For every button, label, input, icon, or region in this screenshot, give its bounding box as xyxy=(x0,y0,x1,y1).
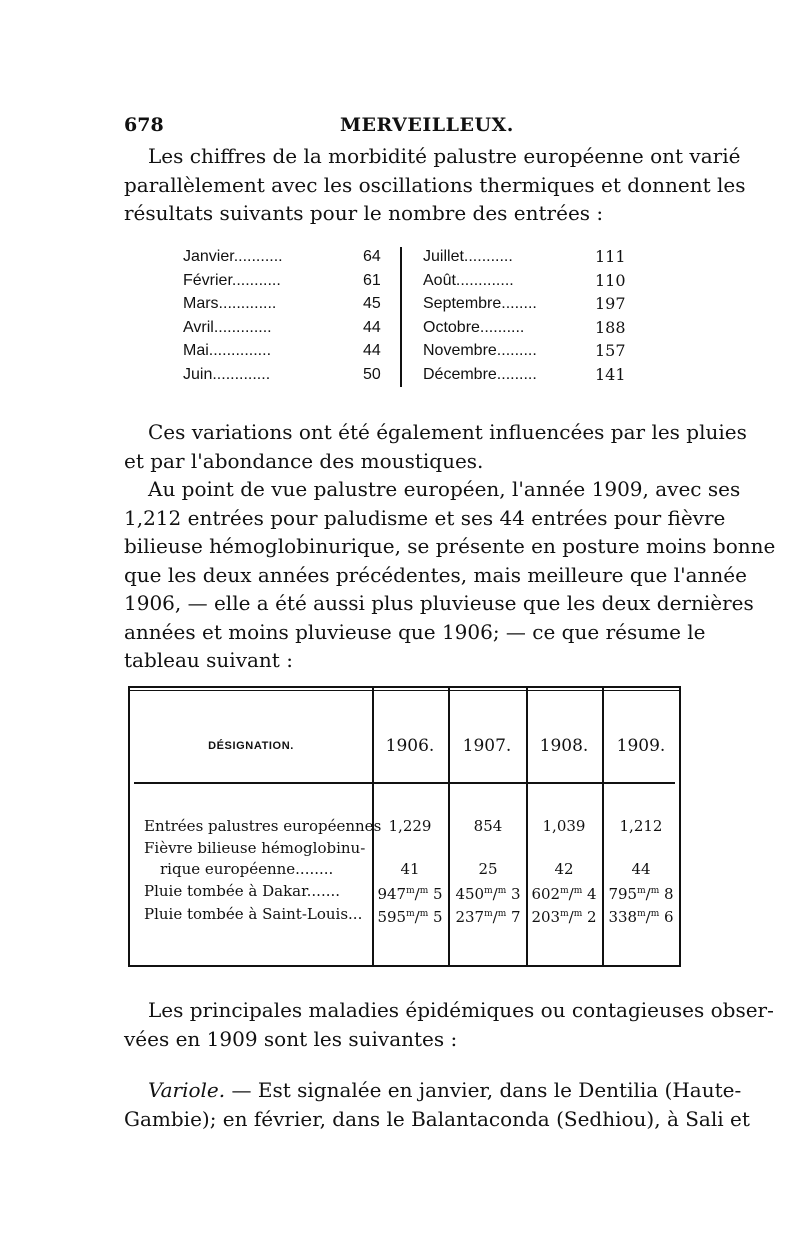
rain-decimal: 5 xyxy=(433,885,443,903)
section-lead: Variole. xyxy=(148,1078,226,1102)
table-cell: 41 xyxy=(400,860,420,878)
paragraph-year-1909 xyxy=(124,475,776,675)
year-header: 1906. xyxy=(385,736,435,756)
table-cell: 338$^m$/$^m$ 6 xyxy=(608,908,674,926)
text-line: tableau suivant : xyxy=(124,648,293,672)
unit-sub: m xyxy=(419,909,429,919)
month-value: 157 xyxy=(595,341,626,360)
table-cell: 854 xyxy=(473,817,503,835)
months-second-half xyxy=(423,245,643,386)
month-name: Janvier........... xyxy=(183,248,283,265)
text-line: Ces variations ont été également influencées par les pluies xyxy=(148,420,747,444)
rain-value: 595 xyxy=(377,908,407,926)
month-value: 50 xyxy=(363,365,381,383)
month-row xyxy=(423,316,643,340)
table-top-rule xyxy=(130,690,679,691)
paragraph-epidemics xyxy=(124,996,774,1053)
monthly-entries-list xyxy=(183,245,643,395)
unit-sup: m xyxy=(637,909,646,919)
table-cell: 602$^m$/$^m$ 4 xyxy=(531,885,597,903)
month-name: Avril............. xyxy=(183,318,272,336)
month-name: Octobre.......... xyxy=(423,318,525,336)
month-row xyxy=(183,363,383,387)
month-row xyxy=(423,339,643,363)
month-value: 197 xyxy=(595,294,626,313)
month-row xyxy=(423,269,643,293)
row-label: Fièvre bilieuse hémoglobinu- xyxy=(144,839,366,857)
month-value: 188 xyxy=(595,317,626,337)
unit-sup: m xyxy=(637,886,646,896)
row-label: Entrées palustres européennes xyxy=(144,817,382,835)
unit-sub: m xyxy=(650,886,660,896)
month-row xyxy=(183,292,383,316)
month-name: Février........... xyxy=(183,271,281,289)
rain-decimal: 7 xyxy=(511,908,521,926)
month-value: 45 xyxy=(363,295,381,312)
row-label-continued: rique européenne........ xyxy=(160,860,334,878)
unit-sub: m xyxy=(419,886,429,896)
text-line: Les principales maladies épidémiques ou contagieuses obser- xyxy=(148,998,774,1022)
rain-value: 602 xyxy=(531,885,561,903)
unit-sub: m xyxy=(497,909,507,919)
row-label: Pluie tombée à Saint-Louis... xyxy=(144,905,363,923)
month-name: Septembre........ xyxy=(423,295,537,312)
unit-sup: m xyxy=(484,886,493,896)
text-line: que les deux années précédentes, mais meilleure que l'année xyxy=(124,562,747,587)
table-cell: 25 xyxy=(478,860,498,878)
page-number: 678 xyxy=(124,114,164,136)
table-cell: 203$^m$/$^m$ 2 xyxy=(531,908,597,926)
text-line: années et moins pluvieuse que 1906; — ce que résume le xyxy=(124,619,706,644)
months-first-half xyxy=(183,245,383,386)
unit-sup: m xyxy=(560,886,569,896)
text-line: vées en 1909 sont les suivantes : xyxy=(124,1026,458,1051)
text-line: Les chiffres de la morbidité palustre européenne ont varié xyxy=(148,144,741,168)
month-name: Mai.............. xyxy=(183,342,272,359)
rain-decimal: 3 xyxy=(511,885,521,903)
text-line: et par l'abondance des moustiques. xyxy=(124,448,484,473)
intro-paragraph xyxy=(124,142,746,228)
column-divider xyxy=(400,247,402,387)
unit-sub: m xyxy=(497,886,507,896)
year-header: 1908. xyxy=(539,736,589,756)
table-cell: 44 xyxy=(631,860,651,878)
table-cell: 1,212 xyxy=(619,817,663,835)
year-header: 1907. xyxy=(462,736,512,756)
text-line xyxy=(124,1076,742,1105)
paragraph-variole xyxy=(124,1076,750,1133)
unit-sub: m xyxy=(650,909,660,919)
row-label: Pluie tombée à Dakar....... xyxy=(144,882,341,900)
table-cell: 1,039 xyxy=(542,817,586,835)
text-line: bilieuse hémoglobinurique, se présente en posture moins bonne xyxy=(124,534,776,558)
month-name: Juillet........... xyxy=(423,248,513,265)
text-line: Gambie); en février, dans le Balantaconda (Sedhiou), à Sali et xyxy=(124,1106,750,1131)
month-value: 44 xyxy=(363,318,381,336)
month-value: 141 xyxy=(595,364,626,384)
month-name: Décembre......... xyxy=(423,365,537,383)
table-cell: 1,229 xyxy=(388,817,432,835)
table-cell: 450$^m$/$^m$ 3 xyxy=(455,885,521,903)
month-value: 110 xyxy=(595,270,626,290)
month-value: 44 xyxy=(363,342,381,359)
text-line: résultats suivants pour le nombre des entrées : xyxy=(124,201,604,225)
unit-sup: m xyxy=(560,909,569,919)
month-row xyxy=(183,339,383,363)
running-title: MERVEILLEUX. xyxy=(340,114,514,136)
month-name: Novembre......... xyxy=(423,342,537,359)
unit-sub: m xyxy=(573,886,583,896)
summary-table xyxy=(128,686,681,967)
month-row xyxy=(423,245,643,269)
rain-value: 203 xyxy=(531,908,561,926)
rain-decimal: 6 xyxy=(664,908,674,926)
month-row xyxy=(183,245,383,269)
designation-header: DÉSIGNATION. xyxy=(208,740,294,752)
rain-decimal: 5 xyxy=(433,908,443,926)
rain-value: 338 xyxy=(608,908,638,926)
rain-value: 450 xyxy=(455,885,485,903)
unit-sup: m xyxy=(484,909,493,919)
month-row xyxy=(183,269,383,293)
year-header: 1909. xyxy=(616,736,666,756)
table-cell: 947$^m$/$^m$ 5 xyxy=(377,885,443,903)
text-line: 1,212 entrées pour paludisme et ses 44 entrées pour fièvre xyxy=(124,505,726,530)
month-row xyxy=(423,363,643,387)
text-line: Au point de vue palustre européen, l'année 1909, avec ses xyxy=(148,477,741,501)
month-row xyxy=(183,316,383,340)
text-fragment: — Est signalée en janvier, dans le Dentilia (Haute- xyxy=(231,1078,742,1102)
month-name: Mars............. xyxy=(183,295,277,312)
table-cell: 42 xyxy=(554,860,574,878)
month-name: Août............. xyxy=(423,271,514,289)
month-value: 61 xyxy=(363,271,381,289)
text-line: 1906, — elle a été aussi plus pluvieuse que les deux dernières xyxy=(124,591,754,615)
unit-sub: m xyxy=(573,909,583,919)
month-name: Juin............. xyxy=(183,365,271,383)
rain-decimal: 2 xyxy=(587,908,597,926)
month-row xyxy=(423,292,643,316)
rain-decimal: 8 xyxy=(664,885,674,903)
rain-decimal: 4 xyxy=(587,885,597,903)
paragraph-variations xyxy=(124,418,747,475)
table-cell: 237$^m$/$^m$ 7 xyxy=(455,908,521,926)
month-value: 111 xyxy=(595,247,626,266)
month-value: 64 xyxy=(363,248,381,265)
table-header-rule xyxy=(134,782,675,784)
table-cell: 595$^m$/$^m$ 5 xyxy=(377,908,443,926)
unit-sup: m xyxy=(406,909,415,919)
unit-sup: m xyxy=(406,886,415,896)
rain-value: 795 xyxy=(608,885,638,903)
rain-value: 237 xyxy=(455,908,485,926)
table-cell: 795$^m$/$^m$ 8 xyxy=(608,885,674,903)
rain-value: 947 xyxy=(377,885,407,903)
text-line: parallèlement avec les oscillations thermiques et donnent les xyxy=(124,172,746,197)
